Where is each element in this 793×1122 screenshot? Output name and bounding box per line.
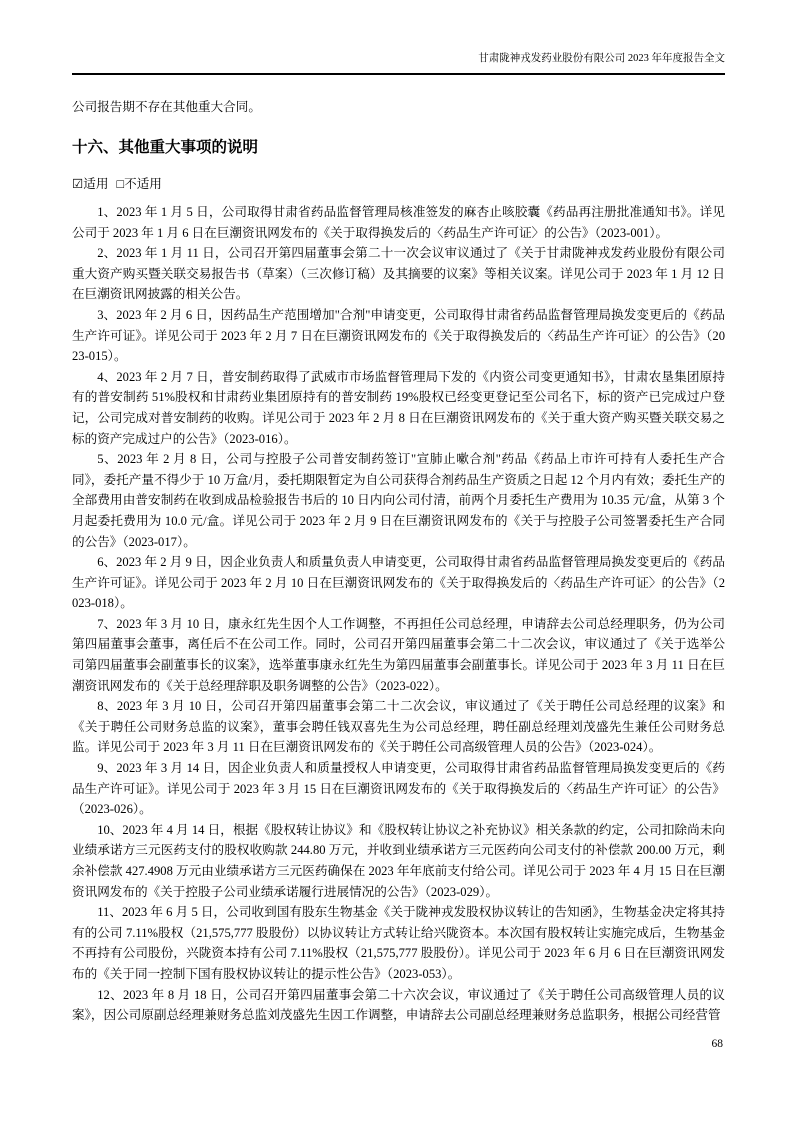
report-paragraph: 7、2023 年 3 月 10 日，康永红先生因个人工作调整，不再担任公司总经理，申请辞去公司总经理职务，仍为公司第四届董事会董事，离任后不在公司工作。同时，公司召开第四届董事会第二十二次会议，审议通过了《关于选举公司第四届董事会副董事长的议案》，选举董事康永红先生为第四届董事会副董事长。详见公司于 2023 年 3 月 11 日在巨潮资讯网发布的《关于总经理辞职及职务调整的公告》（2023-022）。 [72,616,725,693]
unchecked-checkbox-icon: □ [116,177,125,191]
report-paragraph: 11、2023 年 6 月 5 日，公司收到国有股东生物基金《关于陇神戎发股权协议转让的告知函》，生物基金决定将其持有的公司 7.11%股权（21,575,777 股股份）以协议转让方式转让给兴陇资本。本次国有股权转让实施完成后，生物基金不再持有公司股份，兴陇资本持有公司 7.11%股权（21,575,777 股股份）。详见公司于 2023 年 6 月 6 日在巨潮资讯网发布的《关于同一控制下国有股权协议转让的提示性公告》（2023-053）。 [72,905,725,981]
report-paragraph: 3、2023 年 2 月 6 日，因药品生产范围增加"合剂"申请变更，公司取得甘肃省药品监督管理局换发变更后的《药品生产许可证》。详见公司于 2023 年 2 月 7 日在巨潮资讯网发布的《关于取得换发后的〈药品生产许可证〉的公告》（2023-015）。 [72,307,725,364]
section-heading: 十六、其他重大事项的说明 [72,139,259,156]
report-paragraph: 9、2023 年 3 月 14 日，因企业负责人和质量授权人申请变更，公司取得甘肃省药品监督管理局换发变更后的《药品生产许可证》。详见公司于 2023 年 3 月 15 日在巨潮资讯网发布的《关于取得换发后的〈药品生产许可证〉的公告》（2023-026）。 [72,761,725,817]
paragraphs-container [72,202,725,1026]
report-paragraph: 6、2023 年 2 月 9 日，因企业负责人和质量负责人申请变更，公司取得甘肃省药品监督管理局换发变更后的《药品生产许可证》。详见公司于 2023 年 2 月 10 日在巨潮资讯网发布的《关于取得换发后的〈药品生产许可证〉的公告》（2023-018）。 [72,555,725,611]
report-paragraph: 10、2023 年 4 月 14 日，根据《股权转让协议》和《股权转让协议之补充协议》相关条款的约定，公司扣除尚未向业绩承诺方三元医药支付的股权收购款 244.80 万元，并收到业绩承诺方三元医药向公司支付的补偿款 200.00 万元，剩余补偿款 427.4908 万元由业绩承诺方三元医药确保在 2023 年年底前支付给公司。详见公司于 2023 年 4 月 15 日在巨潮资讯网发布的《关于控股子公司业绩承诺履行进展情况的公告》（2023-029）。 [72,822,725,899]
report-paragraph: 4、2023 年 2 月 7 日，普安制药取得了武威市市场监督管理局下发的《内资公司变更通知书》，甘肃农垦集团原持有的普安制药 51%股权和甘肃药业集团原持有的普安制药 19%股权已经变更登记至公司名下，标的资产已完成过户登记，公司完成对普安制药的收购。详见公司于 2023 年 2 月 8 日在巨潮资讯网发布的《关于重大资产购买暨关联交易之标的资产完成过户的公告》（2023-016）。 [72,369,725,446]
not-applicable-option [116,176,161,193]
report-paragraph: 1、2023 年 1 月 5 日，公司取得甘肃省药品监督管理局核准签发的麻杏止咳胶囊《药品再注册批准通知书》。详见公司于 2023 年 1 月 6 日在巨潮资讯网发布的《关于取得换发后的〈药品生产许可证〉的公告》（2023-001）。 [72,205,725,240]
checked-checkbox-icon: ☑ [72,177,84,191]
applicability-row [72,176,725,193]
report-paragraph: 2、2023 年 1 月 11 日，公司召开第四届董事会第二十一次会议审议通过了《关于甘肃陇神戎发药业股份有限公司重大资产购买暨关联交易报告书（草案）（三次修订稿）及其摘要的议案》等相关议案。详见公司于 2023 年 1 月 12 日在巨潮资讯网披露的相关公告。 [72,246,725,302]
intro-text: 公司报告期不存在其他重大合同。 [72,100,261,114]
report-paragraph: 12、2023 年 8 月 18 日，公司召开第四届董事会第二十六次会议，审议通过了《关于聘任公司高级管理人员的议案》，因公司原副总经理兼财务总监刘茂盛先生因工作调整，申请辞去公司副总经理兼财务总监职务，根据公司经营管 [72,987,725,1023]
page-number: 68 [711,1038,723,1050]
report-paragraph: 8、2023 年 3 月 10 日，公司召开第四届董事会第二十二次会议，审议通过了《关于聘任公司总经理的议案》和《关于聘任公司财务总监的议案》，董事会聘任钱双喜先生为公司总经理，聘任副总经理刘茂盛先生兼任公司财务总监。详见公司于 2023 年 3 月 11 日在巨潮资讯网发布的《关于聘任公司高级管理人员的公告》（2023-024）。 [72,699,725,755]
applicable-label: 适用 [83,177,109,191]
page-header [72,52,725,75]
report-header-title: 甘肃陇神戎发药业股份有限公司 2023 年年度报告全文 [478,53,725,64]
report-paragraph: 5、2023 年 2 月 8 日，公司与控股子公司普安制药签订"宣肺止嗽合剂"药品《药品上市许可持有人委托生产合同》，委托产量不得少于 10 万盒/月，委托期限暂定为自公司获得合剂药品生产资质之日起 12 个月内有效；委托生产的全部费用由普安制药在收到成品检验报告书后的 10 日内向公司付清，前两个月委托生产费用为 10.35 元/盒，从第 3 个月起委托费用为 10.0 元/盒。详见公司于 2023 年 2 月 9 日在巨潮资讯网发布的《关于与控股子公司签署委托生产合同的公告》（2023-017）。 [72,452,725,549]
not-applicable-label: 不适用 [124,177,162,191]
applicable-option [72,176,108,193]
